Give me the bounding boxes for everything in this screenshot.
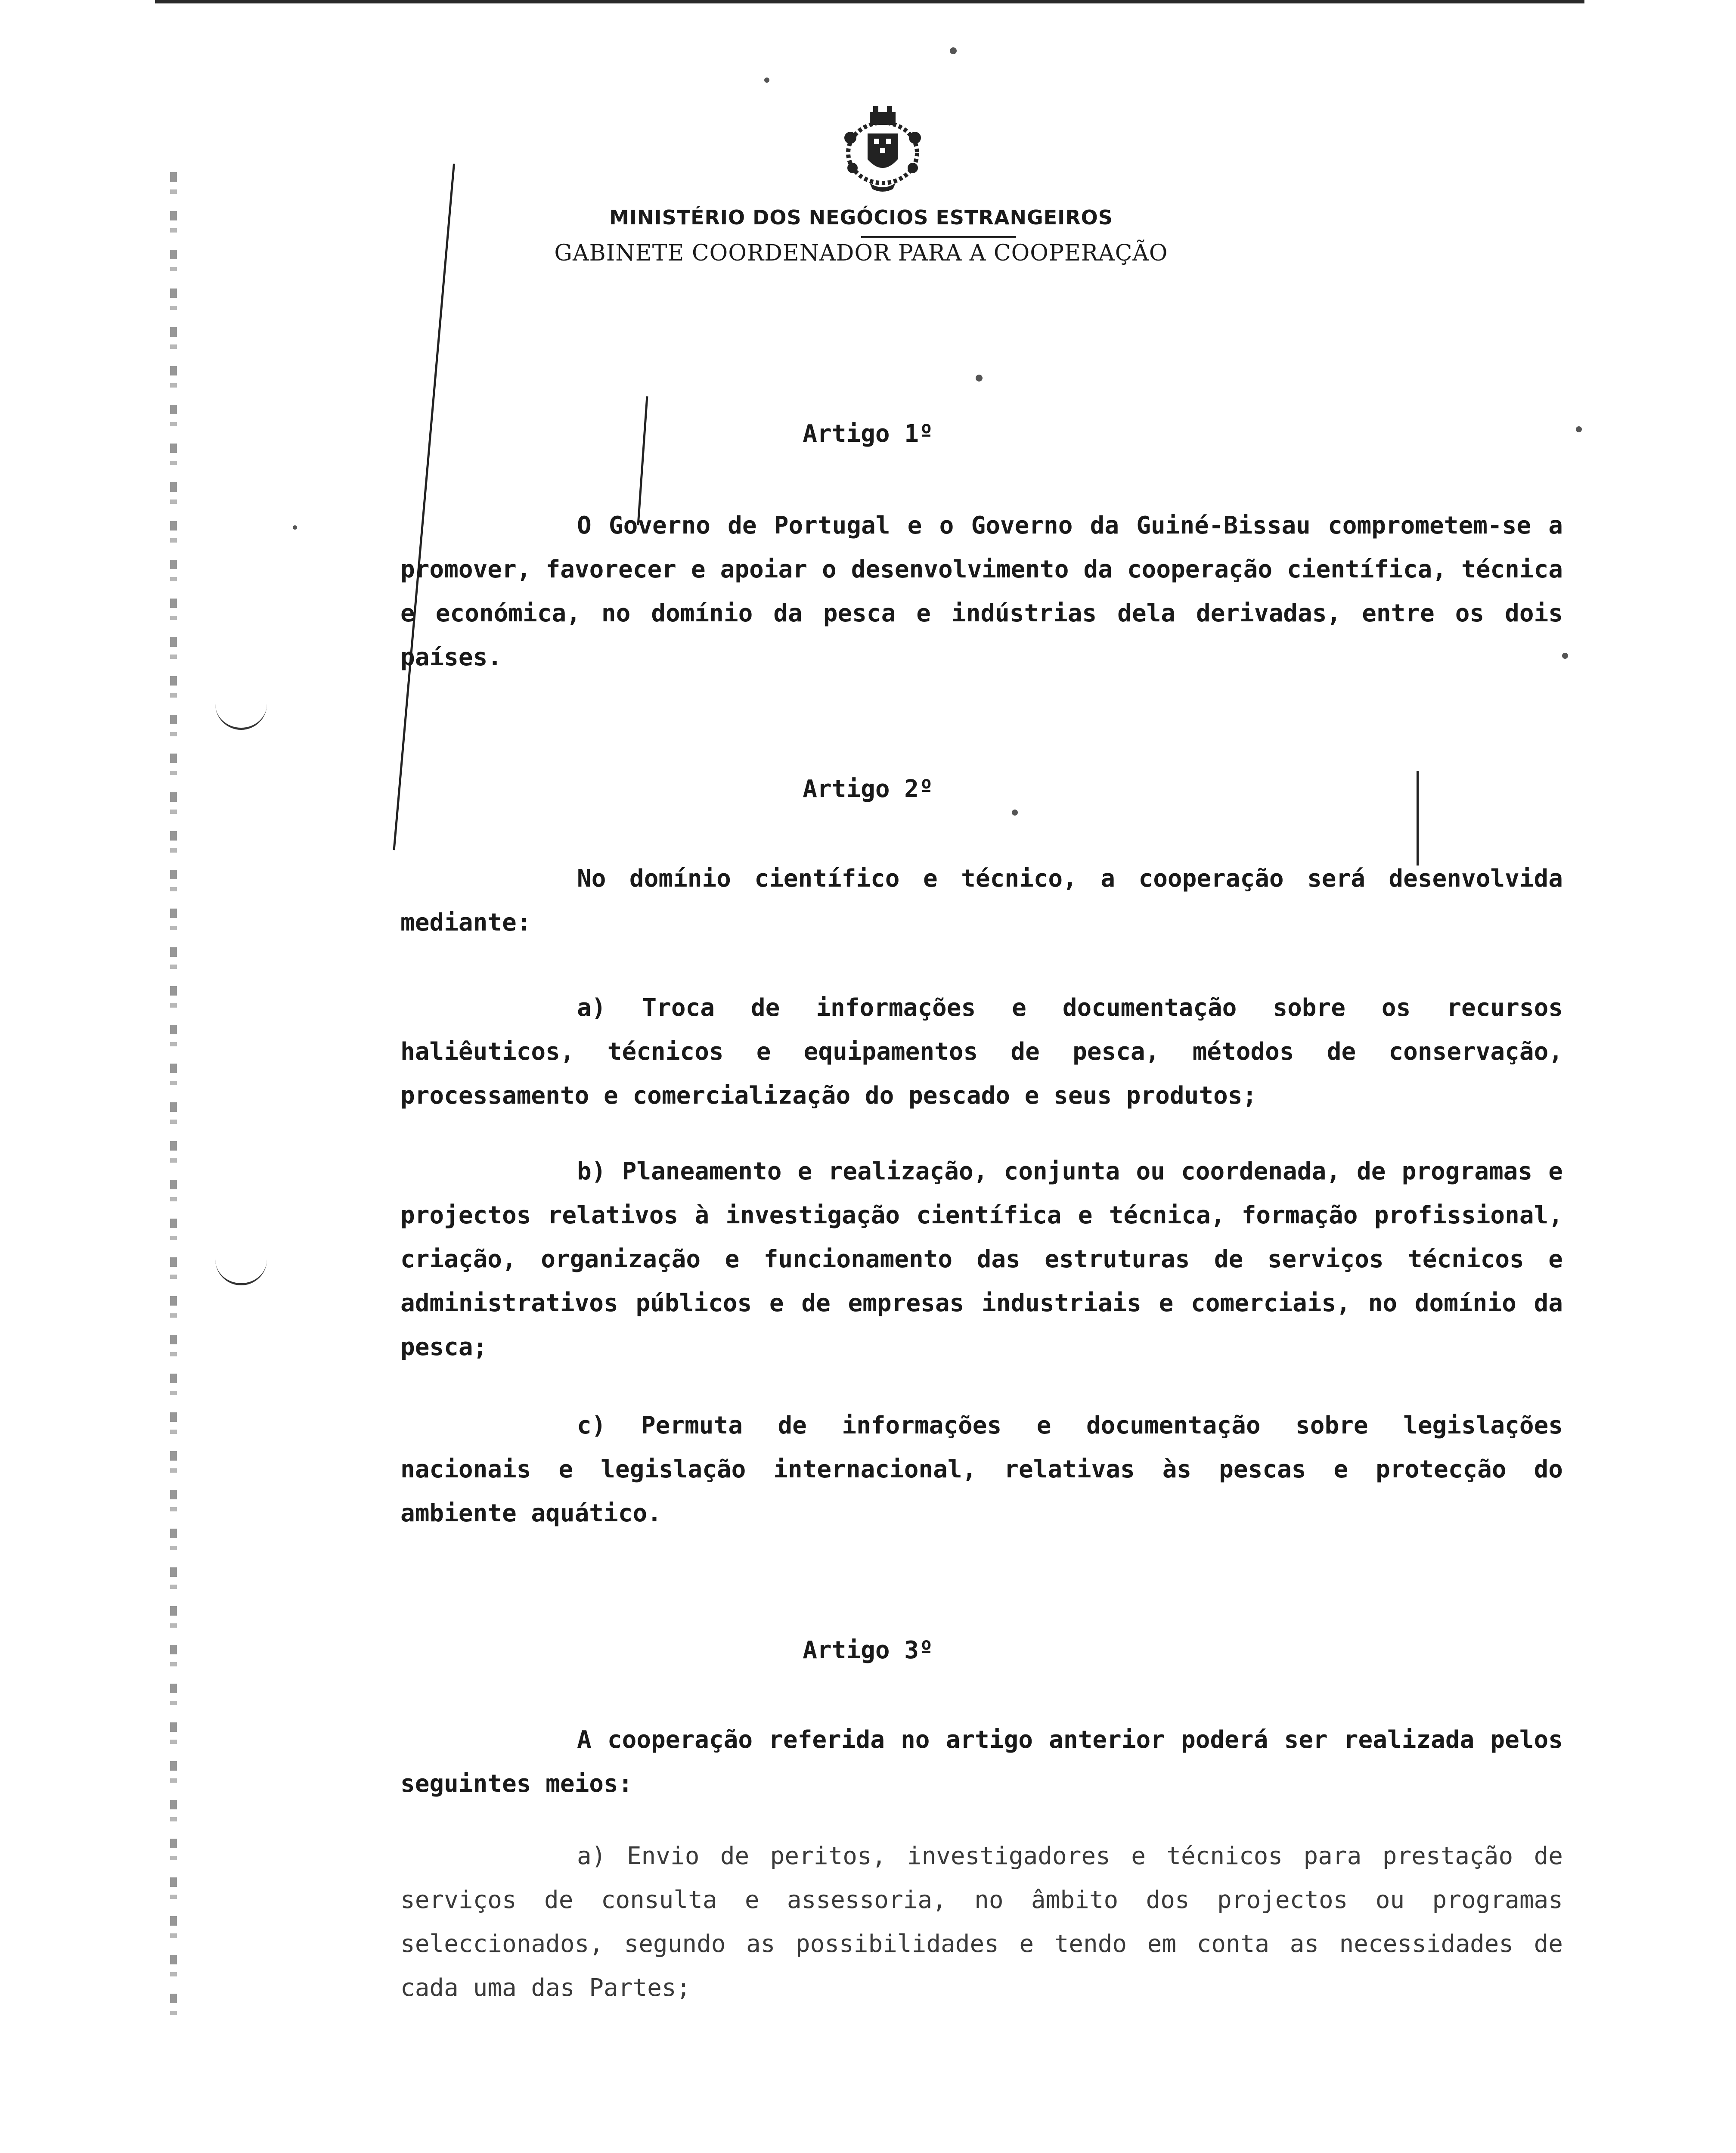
punch-hole-mark — [215, 702, 267, 730]
ministry-underline — [861, 236, 1016, 238]
scan-edge-shadow — [170, 172, 177, 2024]
article-paragraph: c) Permuta de informações e documentação sobre legislações nacionais e legislação internacional, relativas às pescas e protecção do ambiente aquático. — [400, 1412, 1563, 1527]
scan-speck — [764, 78, 769, 83]
article-paragraph: a) Envio de peritos, investigadores e técnicos para prestação de serviços de consulta e assessoria, no âmbito dos projectos ou programas seleccionados, segundo as possibilidades e tendo em conta as necessidades de cada uma das Partes; — [400, 1842, 1563, 2002]
article-paragraph: b) Planeamento e realização, conjunta ou coordenada, de programas e projectos relativos à investigação científica e técnica, formação profissional, criação, organização e funcionamento das estruturas de serviços técnicos e administrativos públicos e de empresas industriais e comerciais, no domínio da pesca; — [400, 1157, 1563, 1361]
article-heading: Artigo 1º — [803, 420, 933, 448]
article-heading: Artigo 3º — [803, 1636, 933, 1664]
scan-speck — [976, 375, 983, 382]
cabinet-name: GABINETE COORDENADOR PARA A COOPERAÇÃO — [554, 240, 1168, 266]
article-paragraph: No domínio científico e técnico, a cooperação será desenvolvida mediante: — [400, 865, 1563, 937]
ministry-name: MINISTÉRIO DOS NEGÓCIOS ESTRANGEIROS — [609, 206, 1113, 229]
scan-speck — [293, 525, 297, 530]
article-paragraph: a) Troca de informações e documentação sobre os recursos haliêuticos, técnicos e equipamentos de pesca, métodos de conservação, processamento e comercialização do pescado e seus produtos; — [400, 994, 1563, 1110]
punch-hole-mark — [215, 1257, 267, 1285]
top-border-rule — [155, 0, 1584, 3]
article-heading: Artigo 2º — [803, 775, 933, 803]
article-paragraph: O Governo de Portugal e o Governo da Guiné-Bissau comprometem-se a promover, favorecer e apoiar o desenvolvimento da cooperação científica, técnica e económica, no domínio da pesca e indústrias dela derivadas, entre os dois países. — [400, 512, 1563, 671]
coat-of-arms-emblem-icon — [827, 103, 939, 194]
article-paragraph: A cooperação referida no artigo anterior poderá ser realizada pelos seguintes meios: — [400, 1726, 1563, 1798]
scan-speck — [1012, 810, 1018, 816]
scan-speck — [1562, 653, 1568, 659]
scan-speck — [950, 47, 957, 54]
